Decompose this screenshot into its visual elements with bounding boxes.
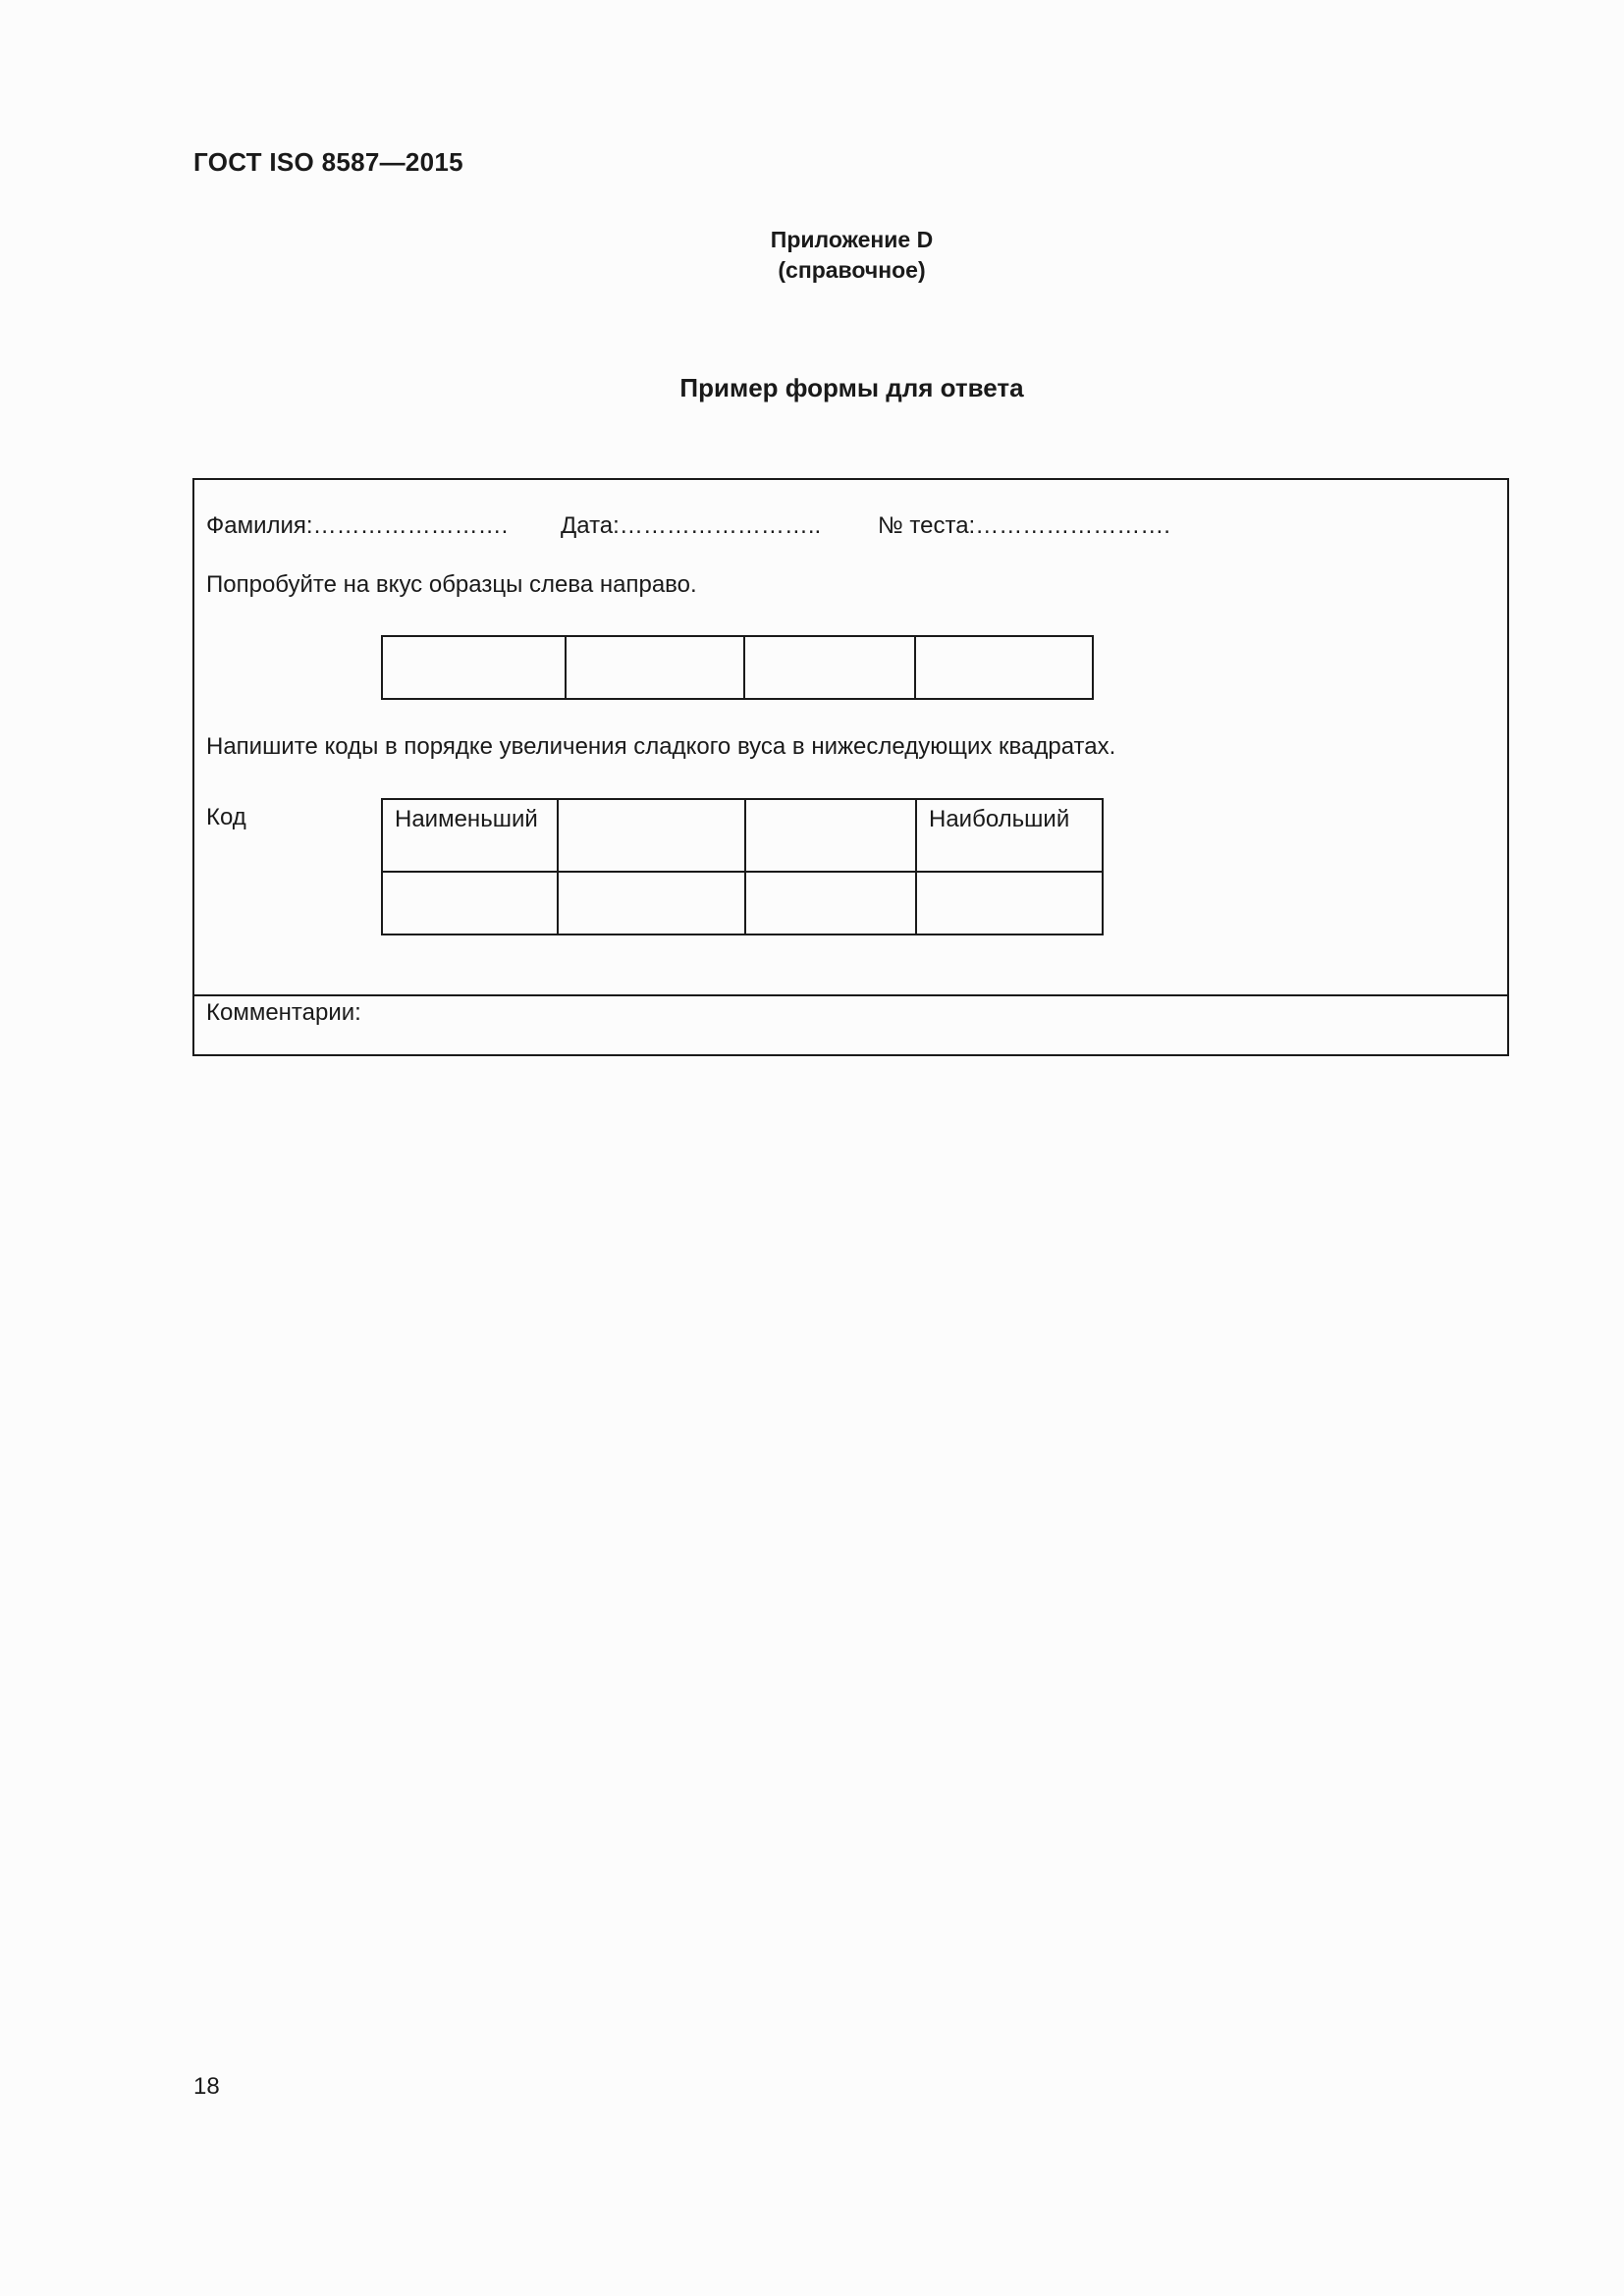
- rank-code-cell[interactable]: [382, 872, 558, 934]
- annex-label: Приложение D: [770, 227, 934, 252]
- rank-code-cell[interactable]: [558, 872, 745, 934]
- taste-instruction: Попробуйте на вкус образцы слева направо.: [206, 571, 697, 598]
- sample-cell[interactable]: [382, 636, 566, 699]
- test-number-field[interactable]: № теста:…………………….: [878, 512, 1170, 539]
- code-label: Код: [206, 804, 246, 830]
- rank-header: [558, 799, 745, 872]
- page-number: 18: [193, 2073, 220, 2100]
- response-form: [192, 478, 1509, 1056]
- comments-divider: [194, 994, 1507, 996]
- rank-header-lowest: Наименьший: [382, 799, 558, 872]
- comments-label[interactable]: Комментарии:: [206, 999, 361, 1026]
- document-code: ГОСТ ISO 8587—2015: [193, 147, 463, 177]
- ranking-table: [381, 798, 1104, 935]
- sample-cell[interactable]: [566, 636, 744, 699]
- sample-cell[interactable]: [915, 636, 1093, 699]
- section-title: Пример формы для ответа: [679, 373, 1024, 402]
- order-instruction: Напишите коды в порядке увеличения сладкого вуса в нижеследующих квадратах.: [206, 733, 1116, 760]
- rank-code-cell[interactable]: [916, 872, 1103, 934]
- rank-code-cell[interactable]: [745, 872, 916, 934]
- sample-codes-table: [381, 635, 1094, 700]
- sample-cell[interactable]: [744, 636, 915, 699]
- surname-field[interactable]: Фамилия:…………………….: [206, 512, 509, 539]
- date-field[interactable]: Дата:……………………..: [561, 512, 822, 539]
- annex-kind: (справочное): [778, 257, 926, 283]
- rank-header: [745, 799, 916, 872]
- rank-header-highest: Наибольший: [916, 799, 1103, 872]
